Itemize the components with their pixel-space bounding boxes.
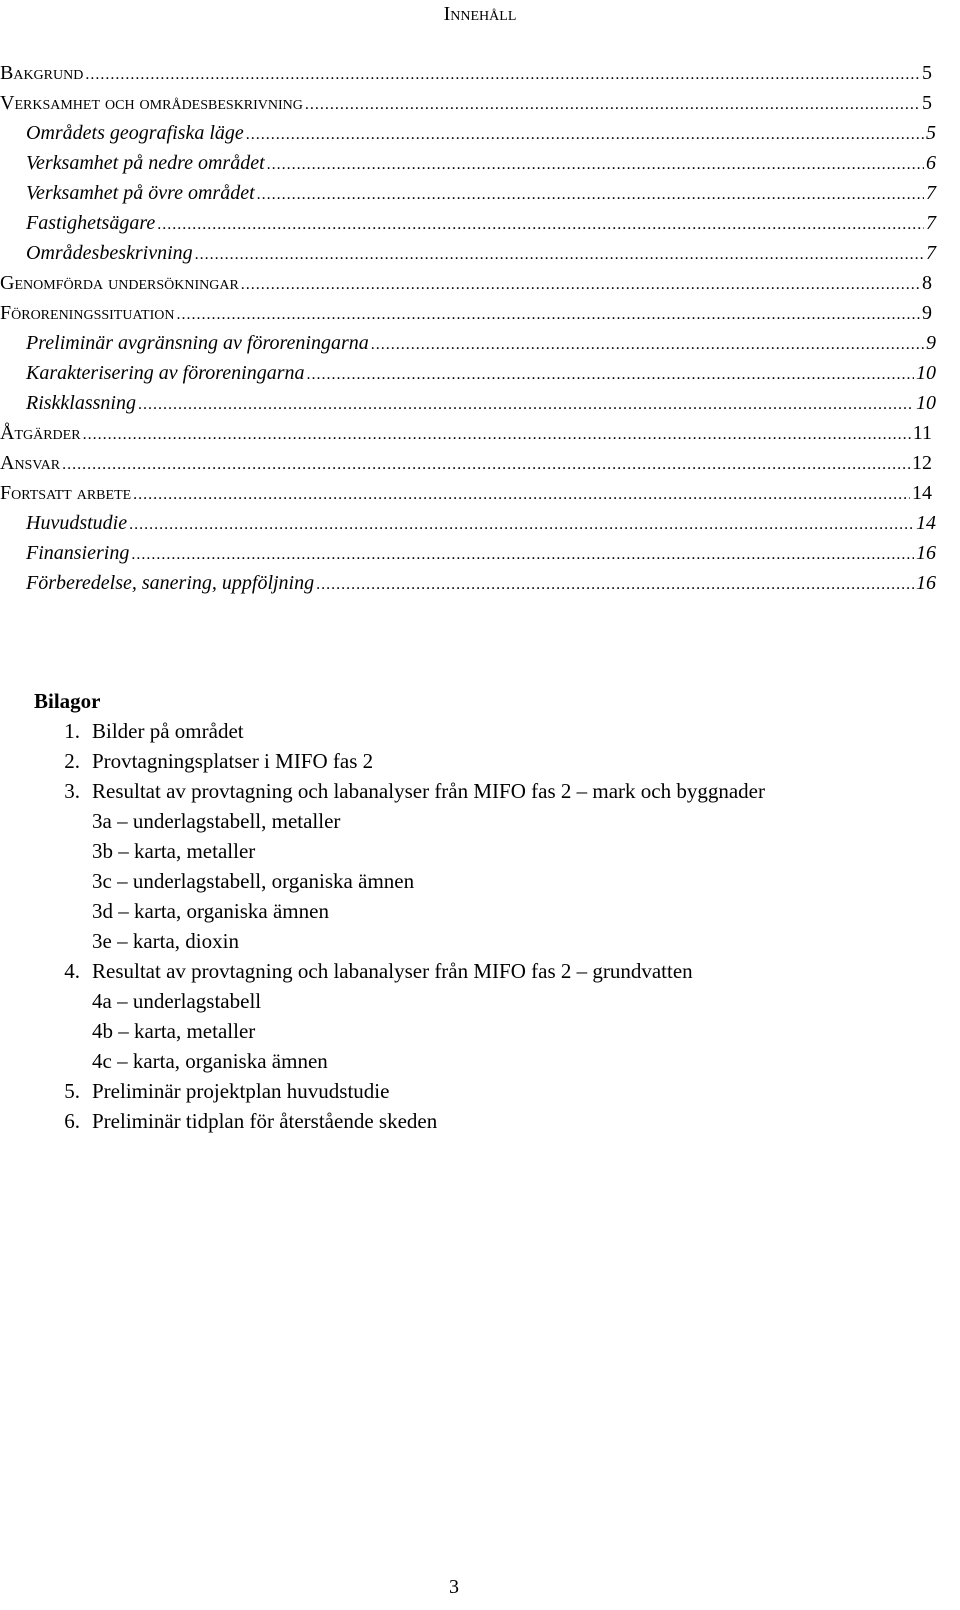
toc-entry-label: Riskklassning — [26, 392, 136, 414]
toc-leader-dots — [371, 330, 924, 360]
toc-entry[interactable] — [0, 388, 960, 418]
toc-entry-label: Områdesbeskrivning — [26, 242, 193, 264]
toc-entry-label: Bakgrund — [0, 62, 84, 84]
page-title: Innehåll — [443, 3, 517, 25]
toc-leader-dots — [157, 210, 924, 240]
toc-entry-label: Verksamhet på nedre området — [26, 152, 265, 174]
toc-entry[interactable] — [0, 538, 960, 568]
toc-entry-label: Preliminär avgränsning av föroreningarna — [26, 332, 369, 354]
toc-entry-page: 16 — [916, 572, 936, 594]
appendix-item-text: Bilder på området — [92, 719, 244, 743]
appendix-item — [34, 716, 944, 746]
toc-entry[interactable] — [0, 298, 960, 328]
toc-entry-label: Finansiering — [26, 542, 130, 564]
toc-entry-page: 6 — [926, 152, 936, 174]
toc-entry-page: 7 — [926, 182, 936, 204]
appendix-subitem: 3c – underlagstabell, organiska ämnen — [92, 869, 415, 893]
toc-entry-page: 9 — [926, 332, 936, 354]
toc-entry-label: Genomförda undersökningar — [0, 272, 239, 294]
toc-entry[interactable] — [0, 58, 960, 88]
appendix-items — [34, 716, 944, 1136]
toc-leader-dots — [307, 360, 914, 390]
appendix-subitem: 4c – karta, organiska ämnen — [92, 1049, 328, 1073]
toc-leader-dots — [62, 450, 910, 480]
toc-entry-page: 7 — [926, 242, 936, 264]
appendix-item — [34, 1076, 944, 1106]
toc-leader-dots — [316, 570, 914, 600]
appendix-list — [34, 686, 944, 1136]
appendix-item — [34, 956, 944, 986]
toc-leader-dots — [138, 390, 914, 420]
toc-entry-label: Fastighetsägare — [26, 212, 156, 234]
toc-entry-page: 9 — [922, 302, 932, 324]
toc-entry-page: 12 — [912, 452, 932, 474]
toc-entry-page: 14 — [916, 512, 936, 534]
appendix-item-number: 1. — [64, 719, 80, 743]
toc-leader-dots — [246, 120, 924, 150]
toc-entry-page: 5 — [922, 62, 932, 84]
toc-entry[interactable] — [0, 508, 960, 538]
appendix-item-number: 6. — [64, 1109, 80, 1133]
appendix-item — [34, 776, 944, 806]
appendix-item-number: 5. — [64, 1079, 80, 1103]
appendix-subitem: 3e – karta, dioxin — [92, 929, 239, 953]
toc-entry-label: Områdets geografiska läge — [26, 122, 244, 144]
toc-entry-page: 14 — [912, 482, 932, 504]
toc-entry-page: 8 — [922, 272, 932, 294]
appendix-item-number: 3. — [64, 779, 80, 803]
toc-entry-page: 5 — [926, 122, 936, 144]
appendix-subitem: 4b – karta, metaller — [92, 1019, 256, 1043]
toc-entry-page: 7 — [926, 212, 936, 234]
toc-entry-label: Fortsatt arbete — [0, 482, 132, 504]
appendix-item-text: Preliminär projektplan huvudstudie — [92, 1079, 390, 1103]
toc-entry[interactable] — [0, 208, 960, 238]
toc-entry[interactable] — [0, 178, 960, 208]
page-number: 3 — [449, 1576, 459, 1598]
appendix-subitem: 4a – underlagstabell — [92, 989, 262, 1013]
toc-entry[interactable] — [0, 148, 960, 178]
appendix-item-number: 4. — [64, 959, 80, 983]
toc-entry[interactable] — [0, 448, 960, 478]
toc-entry[interactable] — [0, 118, 960, 148]
toc-entry-label: Föroreningssituation — [0, 302, 175, 324]
toc-leader-dots — [129, 510, 914, 540]
toc-entry[interactable] — [0, 328, 960, 358]
table-of-contents — [0, 58, 960, 598]
appendix-item-text: Preliminär tidplan för återstående skeden — [92, 1109, 438, 1133]
appendix-item — [34, 1106, 944, 1136]
toc-entry-page: 11 — [912, 422, 932, 444]
appendix-item-text: Provtagningsplatser i MIFO fas 2 — [92, 749, 374, 773]
appendix-subitem: 3a – underlagstabell, metaller — [92, 809, 341, 833]
toc-entry-label: Åtgärder — [0, 422, 81, 444]
toc-leader-dots — [305, 90, 920, 120]
toc-leader-dots — [133, 480, 910, 510]
toc-entry-label: Verksamhet och områdesbeskrivning — [0, 92, 303, 114]
appendix-subitem: 3b – karta, metaller — [92, 839, 256, 863]
toc-entry[interactable] — [0, 478, 960, 508]
toc-entry-label: Verksamhet på övre området — [26, 182, 255, 204]
toc-leader-dots — [267, 150, 924, 180]
toc-leader-dots — [83, 420, 911, 450]
toc-entry-label: Ansvar — [0, 452, 61, 474]
toc-leader-dots — [195, 240, 924, 270]
toc-entry-page: 5 — [922, 92, 932, 114]
appendix-subitem: 3d – karta, organiska ämnen — [92, 899, 329, 923]
toc-entry[interactable] — [0, 418, 960, 448]
appendix-title: Bilagor — [34, 689, 101, 713]
toc-entry[interactable] — [0, 88, 960, 118]
toc-entry-label: Förberedelse, sanering, uppföljning — [26, 572, 315, 594]
appendix-item — [34, 746, 944, 776]
toc-leader-dots — [85, 60, 920, 90]
toc-entry-label: Karakterisering av föroreningarna — [26, 362, 305, 384]
toc-leader-dots — [241, 270, 920, 300]
appendix-item-text: Resultat av provtagning och labanalyser från MIFO fas 2 – mark och byggnader — [92, 779, 765, 803]
toc-entry-label: Huvudstudie — [26, 512, 128, 534]
toc-entry-page: 10 — [916, 362, 936, 384]
toc-entry-page: 10 — [916, 392, 936, 414]
toc-entry[interactable] — [0, 568, 960, 598]
toc-entry[interactable] — [0, 358, 960, 388]
toc-entry[interactable] — [0, 268, 960, 298]
toc-entry[interactable] — [0, 238, 960, 268]
toc-entry-page: 16 — [916, 542, 936, 564]
toc-leader-dots — [131, 540, 914, 570]
toc-leader-dots — [257, 180, 924, 210]
toc-leader-dots — [176, 300, 920, 330]
appendix-item-number: 2. — [64, 749, 80, 773]
appendix-item-text: Resultat av provtagning och labanalyser från MIFO fas 2 – grundvatten — [92, 959, 693, 983]
